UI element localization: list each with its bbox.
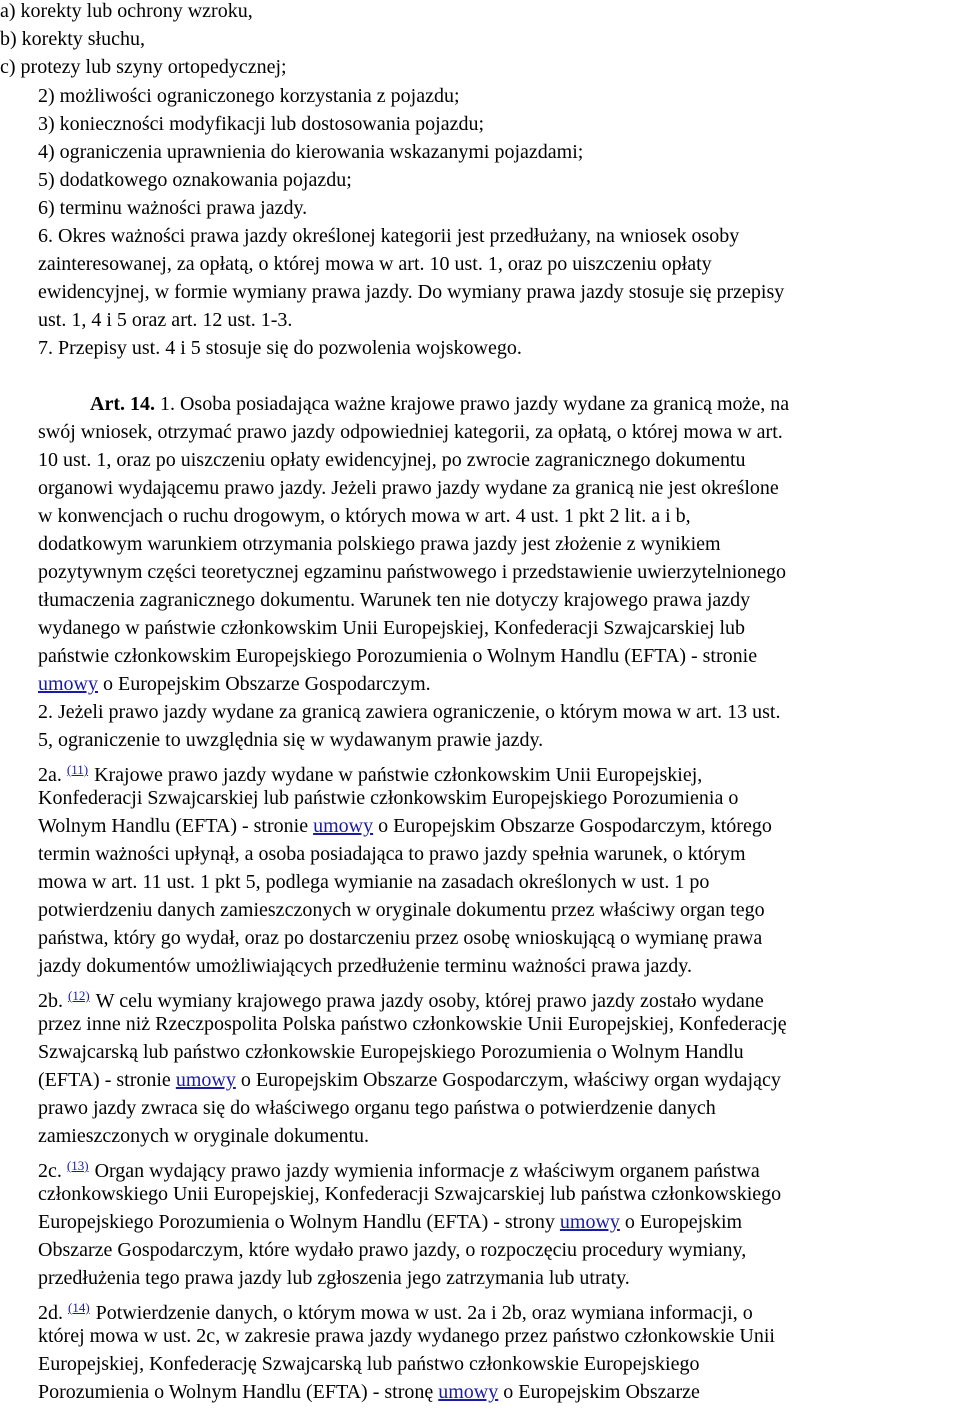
list-item: 4) ograniczenia uprawnienia do kierowania wskazanymi pojazdami; [38,141,584,163]
paragraph-text: Potwierdzenie danych, o którym mowa w ust. 2a i 2b, oraz wymiana informacji, o [95,1302,753,1324]
article-text: 1. Osoba posiadająca ważne krajowe prawo jazdy wydane za granicą może, na [154,393,790,415]
paragraph-line: tłumaczenia zagranicznego dokumentu. Warunek ten nie dotyczy krajowego prawa jazdy [38,589,751,611]
paragraph-line: w konwencjach o ruchu drogowym, o których mowa w art. 4 ust. 1 pkt 2 lit. a i b, [38,505,691,527]
list-item: 5) dodatkowego oznakowania pojazdu; [38,169,352,191]
paragraph-line: której mowa w ust. 2c, w zakresie prawa jazdy wydanego przez państwo członkowskie Unii [38,1325,775,1347]
footnote-ref[interactable]: (11) [66,762,89,777]
list-item: b) korekty słuchu, [0,28,145,50]
paragraph-line: 10 ust. 1, oraz po uiszczeniu opłaty ewidencyjnej, po zwrocie zagranicznego dokumentu [38,449,746,471]
paragraph-text: Organ wydający prawo jazdy wymienia informacje z właściwym organem państwa [94,1160,760,1182]
paragraph-text: W celu wymiany krajowego prawa jazdy osoby, której prawo jazdy zostało wydane [95,990,764,1012]
paragraph-line: ewidencyjnej, w formie wymiany prawa jazdy. Do wymiany prawa jazdy stosuje się przepisy [38,281,785,303]
paragraph-line: termin ważności upłynął, a osoba posiadająca to prawo jazdy spełnia warunek, o którym [38,843,746,865]
paragraph-number: 2d. [38,1302,63,1324]
paragraph-line: Europejskiej, Konfederację Szwajcarską lub państwo członkowskie Europejskiego [38,1353,700,1375]
footnote-ref[interactable]: (13) [66,1158,89,1173]
paragraph-text: o Europejskim [619,1211,743,1233]
paragraph-line: mowa w art. 11 ust. 1 pkt 5, podlega wymianie na zasadach określonych w ust. 1 po [38,871,710,893]
list-item: 6) terminu ważności prawa jazdy. [38,197,308,219]
paragraph-line [38,1066,781,1094]
paragraph-text: Krajowe prawo jazdy wydane w państwie członkowskim Unii Europejskiej, [94,764,703,786]
paragraph-line: 7. Przepisy ust. 4 i 5 stosuje się do pozwolenia wojskowego. [38,337,522,359]
paragraph-line [38,670,431,698]
umowy-link[interactable]: umowy [38,673,98,695]
paragraph-number: 2b. [38,990,63,1012]
paragraph-text: (EFTA) - stronie [38,1069,176,1091]
paragraph-line: państwa, który go wydał, oraz po dostarczeniu przez osobę wnioskującą o wymianę prawa [38,927,763,949]
paragraph-line: dodatkowym warunkiem otrzymania polskiego prawa jazdy jest złożenie z wynikiem [38,533,721,555]
paragraph-text: Wolnym Handlu (EFTA) - stronie [38,815,314,837]
umowy-link[interactable]: umowy [313,815,374,837]
paragraph-text: o Europejskim Obszarze [498,1381,700,1403]
paragraph-line: członkowskiego Unii Europejskiej, Konfederacji Szwajcarskiej lub państwa członkowskiego [38,1183,782,1205]
paragraph-line: zamieszczonych w oryginale dokumentu. [38,1125,369,1147]
paragraph-line: 2. Jeżeli prawo jazdy wydane za granicą zawiera ograniczenie, o którym mowa w art. 13 ust. [38,701,781,723]
paragraph-line [38,1378,700,1406]
paragraph-text: o Europejskim Obszarze Gospodarczym. [98,673,431,695]
paragraph-text: Europejskiego Porozumienia o Wolnym Handlu (EFTA) - strony [38,1211,560,1233]
paragraph-line: ust. 1, 4 i 5 oraz art. 12 ust. 1-3. [38,309,293,331]
footnote-ref[interactable]: (12) [68,988,90,1003]
paragraph-line: 6. Okres ważności prawa jazdy określonej kategorii jest przedłużany, na wniosek osoby [38,225,740,247]
paragraph-line [38,1208,742,1236]
paragraph-line: 5, ograniczenie to uwzględnia się w wydawanym prawie jazdy. [38,729,544,751]
umowy-link[interactable]: umowy [438,1381,499,1403]
paragraph-line: państwie członkowskim Europejskiego Porozumienia o Wolnym Handlu (EFTA) - stronie [38,645,758,667]
list-item: a) korekty lub ochrony wzroku, [0,0,253,22]
paragraph-line: przedłużenia tego prawa jazdy lub zgłoszenia jego zatrzymania lub utraty. [38,1267,630,1289]
list-item: c) protezy lub szyny ortopedycznej; [0,56,287,78]
paragraph-line: jazdy dokumentów umożliwiających przedłużenie terminu ważności prawa jazdy. [38,955,693,977]
article-first-line [90,390,789,418]
paragraph-line: wydanego w państwie członkowskim Unii Europejskiej, Konfederacji Szwajcarskiej lub [38,617,746,639]
article-heading: Art. 14. [90,393,155,415]
list-item: 2) możliwości ograniczonego korzystania z pojazdu; [38,85,460,107]
paragraph-line: swój wniosek, otrzymać prawo jazdy odpowiedniej kategorii, za opłatą, o której mowa w art. [38,421,783,443]
paragraph-line: Konfederacji Szwajcarskiej lub państwie członkowskim Europejskiego Porozumienia o [38,787,739,809]
paragraph-line: Szwajcarską lub państwo członkowskie Europejskiego Porozumienia o Wolnym Handlu [38,1041,744,1063]
footnote-ref[interactable]: (14) [68,1300,90,1315]
paragraph-line: prawo jazdy zwraca się do właściwego organu tego państwa o potwierdzenie danych [38,1097,716,1119]
paragraph-line: przez inne niż Rzeczpospolita Polska państwo członkowskie Unii Europejskiej, Konfederację [38,1013,787,1035]
paragraph-text: o Europejskim Obszarze Gospodarczym, właściwy organ wydający [235,1069,781,1091]
paragraph-line: pozytywnym części teoretycznej egzaminu państwowego i przedstawienie uwierzytelnionego [38,561,787,583]
paragraph-number: 2c. [38,1160,62,1182]
umowy-link[interactable]: umowy [175,1069,236,1091]
list-item: 3) konieczności modyfikacji lub dostosowania pojazdu; [38,113,485,135]
umowy-link[interactable]: umowy [559,1211,620,1233]
paragraph-line: organowi wydającemu prawo jazdy. Jeżeli prawo jazdy wydane za granicą nie jest określone [38,477,779,499]
paragraph-text: Porozumienia o Wolnym Handlu (EFTA) - stronę [38,1381,439,1403]
paragraph-number: 2a. [38,764,62,786]
paragraph-line [38,812,772,840]
paragraph-line: Obszarze Gospodarczym, które wydało prawo jazdy, o rozpoczęciu procedury wymiany, [38,1239,747,1261]
paragraph-text: o Europejskim Obszarze Gospodarczym, którego [373,815,772,837]
paragraph-line: potwierdzeniu danych zamieszczonych w oryginale dokumentu przez właściwy organ tego [38,899,765,921]
paragraph-line: zainteresowanej, za opłatą, o której mowa w art. 10 ust. 1, oraz po uiszczeniu opłaty [38,253,712,275]
